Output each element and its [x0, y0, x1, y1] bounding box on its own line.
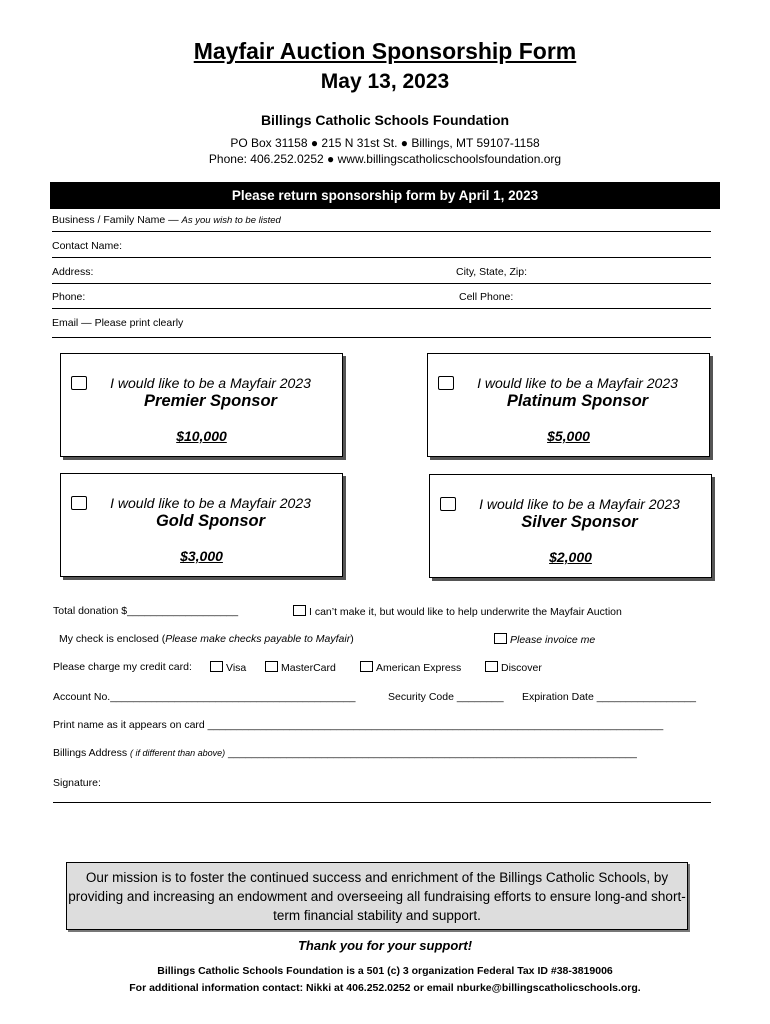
sponsor-level: Platinum Sponsor: [506, 392, 649, 410]
contact-name-label: Contact Name:: [52, 240, 123, 252]
organization-address: PO Box 31158 ● 215 N 31st St. ● Billings, MT 59107-1158: [230, 136, 540, 150]
organization-contact: Phone: 406.252.0252 ● www.billingscatholicschoolsfoundation.org: [208, 152, 562, 166]
return-deadline-banner: Please return sponsorship form by April 1, 2023: [50, 182, 720, 209]
invoice-checkbox[interactable]: [494, 633, 507, 644]
total-donation-field[interactable]: Total donation $___________________: [53, 605, 239, 617]
organization-name: Billings Catholic Schools Foundation: [260, 112, 510, 128]
billing-address-line: ______________________________________________________________________: [228, 747, 637, 759]
sponsor-box-premier[interactable]: [60, 353, 343, 457]
cell-phone-label: Cell Phone:: [459, 291, 514, 303]
sponsor-level: Premier Sponsor: [144, 392, 277, 410]
city-state-zip-label: City, State, Zip:: [456, 266, 527, 278]
sponsor-intro: I would like to be a Mayfair 2023: [110, 375, 311, 391]
underwrite-label: I can’t make it, but would like to help underwrite the Mayfair Auction: [309, 606, 622, 618]
business-name-field[interactable]: [52, 207, 711, 232]
phone-field[interactable]: [52, 284, 711, 309]
visa-checkbox[interactable]: [210, 661, 223, 672]
amex-label: American Express: [376, 662, 462, 674]
print-name-field[interactable]: Print name as it appears on card ______________________________________________________________________________: [53, 719, 664, 731]
security-code-field[interactable]: Security Code ________: [388, 691, 504, 703]
discover-label: Discover: [501, 662, 542, 674]
mastercard-label: MasterCard: [281, 662, 336, 674]
contact-name-field[interactable]: [52, 233, 711, 258]
footer-contact-info: For additional information contact: Nikki at 406.252.0252 or email nburke@billingscatholicschools.org.: [129, 982, 641, 994]
account-number-field[interactable]: Account No.__________________________________________: [53, 691, 356, 703]
expiration-date-field[interactable]: Expiration Date _________________: [522, 691, 696, 703]
form-title: Mayfair Auction Sponsorship Form: [193, 38, 577, 64]
address-label: Address:: [52, 266, 94, 278]
discover-checkbox[interactable]: [485, 661, 498, 672]
sponsor-box-platinum[interactable]: [427, 353, 710, 457]
sponsor-level: Gold Sponsor: [155, 512, 266, 530]
sponsor-amount: $10,000: [176, 428, 227, 444]
check-enclosed-line: [59, 633, 354, 645]
credit-card-label: Please charge my credit card:: [53, 661, 192, 673]
billing-address-note: ( if different than above): [130, 748, 226, 758]
footer-tax-info: Billings Catholic Schools Foundation is a 501 (c) 3 organization Federal Tax ID #38-3819006: [157, 965, 613, 977]
thank-you-message: Thank you for your support!: [297, 938, 473, 953]
sponsor-amount: $3,000: [180, 548, 223, 564]
sponsor-intro: I would like to be a Mayfair 2023: [110, 495, 311, 511]
visa-label: Visa: [226, 662, 247, 674]
underwrite-checkbox[interactable]: [293, 605, 306, 616]
business-name-note: As you wish to be listed: [181, 215, 281, 226]
signature-line[interactable]: [53, 802, 711, 803]
email-label: Email — Please print clearly: [52, 317, 184, 329]
sponsor-intro: I would like to be a Mayfair 2023: [479, 496, 680, 512]
sponsor-level: Silver Sponsor: [521, 513, 638, 531]
card-option-mastercard[interactable]: [265, 661, 336, 674]
event-date: May 13, 2023: [320, 70, 450, 93]
invoice-option[interactable]: [494, 633, 595, 646]
invoice-label: Please invoice me: [510, 634, 596, 646]
phone-label: Phone:: [52, 291, 86, 303]
mastercard-checkbox[interactable]: [265, 661, 278, 672]
sponsor-box-gold[interactable]: [60, 473, 343, 577]
check-close-paren: ): [350, 633, 354, 645]
card-option-visa[interactable]: [210, 661, 246, 674]
billing-address-label: Billings Address: [53, 747, 131, 759]
sponsor-amount: $2,000: [549, 549, 592, 565]
billing-address-field[interactable]: [53, 747, 713, 759]
check-enclosed-label: My check is enclosed (: [59, 633, 166, 645]
email-field[interactable]: [52, 310, 711, 338]
card-option-amex[interactable]: [360, 661, 461, 674]
mission-statement: Our mission is to foster the continued success and enrichment of the Billings Catholic Schools, by providing and increasing an endowment and overseeing all fundraising efforts to ensure long-and short-term financial stability and support.: [66, 862, 688, 930]
card-option-discover[interactable]: [485, 661, 542, 674]
underwrite-option[interactable]: [293, 605, 622, 618]
address-field[interactable]: [52, 259, 711, 284]
check-payable-note: Please make checks payable to Mayfair: [165, 633, 351, 645]
amex-checkbox[interactable]: [360, 661, 373, 672]
signature-label: Signature:: [53, 777, 101, 789]
sponsor-box-silver[interactable]: [429, 474, 712, 578]
sponsor-intro: I would like to be a Mayfair 2023: [477, 375, 678, 391]
sponsor-amount: $5,000: [547, 428, 590, 444]
business-name-label: Business / Family Name —: [52, 214, 179, 226]
